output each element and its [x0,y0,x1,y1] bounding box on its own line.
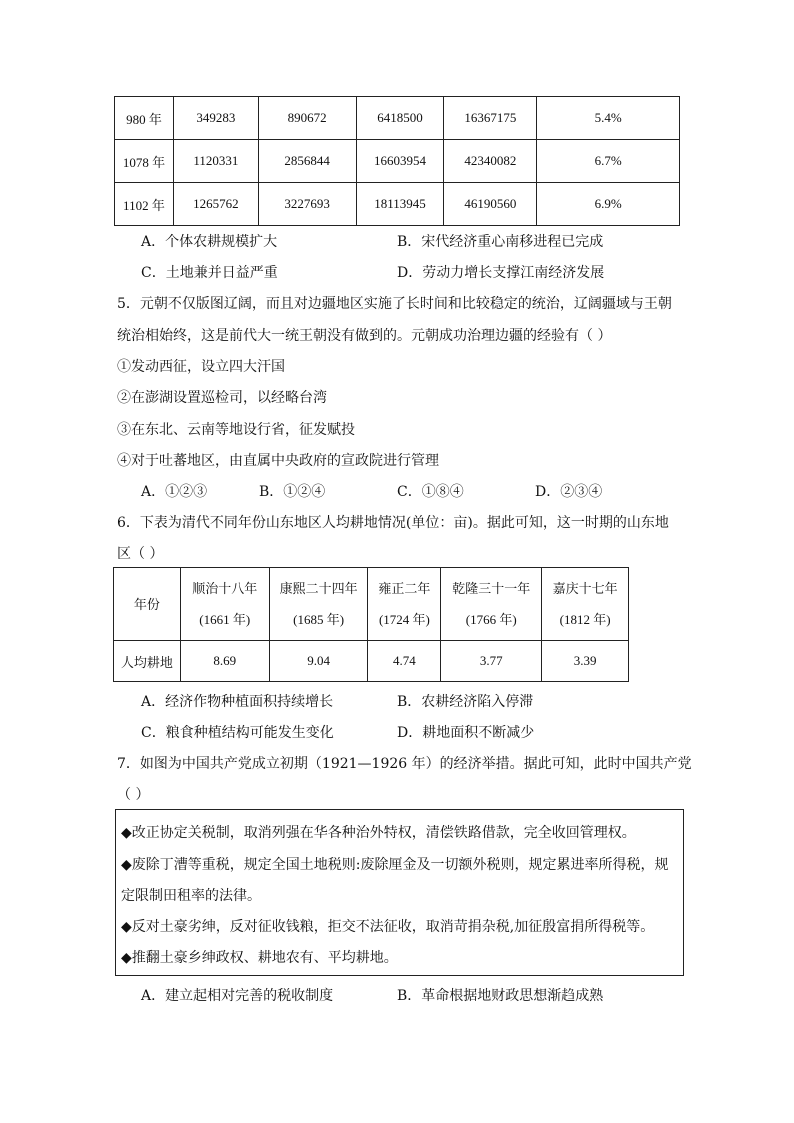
table-header-label: 年份 [114,568,181,641]
q5-option-d[interactable]: D．②③④ [535,484,603,500]
table-cell: 16367175 [444,97,537,140]
table-cell: 8.69 [180,641,269,682]
table-cell: 3.77 [441,641,542,682]
q6-stem-line-1: 6．下表为清代不同年份山东地区人均耕地情况(单位：亩)。据此可知，这一时期的山东地 [117,515,669,531]
table-2 [113,567,629,682]
table-row [114,641,629,682]
q5-option-c[interactable]: C．①⑧④ [397,484,464,500]
table-1 [114,96,680,226]
q7-stem-line-1: 7．如图为中国共产党成立初期（1921—1926 年）的经济举措。据此可知，此时中国共产党 [117,756,692,772]
q5-item-2: ②在澎湖设置巡检司，以经略台湾 [117,390,327,406]
table-header-cell [368,568,441,641]
header-reign: 康熙二十四年 [279,581,358,596]
q5-option-b[interactable]: B．①②④ [259,484,326,500]
table-cell: 9.04 [269,641,368,682]
table-cell: 4.74 [368,641,441,682]
q5-stem-line-2: 统治相始终，这是前代大一统王朝没有做到的。元朝成功治理边疆的经验有（ ） [117,328,612,344]
table-header-cell [542,568,629,641]
q4-option-b[interactable]: B．宋代经济重心南移进程已完成 [397,234,604,250]
header-year: (1812 年) [559,612,611,627]
table-cell: 1078 年 [115,140,174,183]
header-reign: 嘉庆十七年 [552,581,618,596]
header-reign: 顺治十八年 [192,581,258,596]
q6-option-b[interactable]: B．农耕经济陷入停滞 [397,694,534,710]
q4-option-d[interactable]: D．劳动力增长支撑江南经济发展 [397,265,605,281]
q4-option-a[interactable]: A．个体农耕规模扩大 [141,234,278,250]
table-cell: 6418500 [356,97,444,140]
q6-option-d[interactable]: D．耕地面积不断减少 [397,725,535,741]
q5-item-4: ④对于吐蕃地区，由直属中央政府的宣政院进行管理 [117,453,439,469]
q5-stem-line-1: 5．元朝不仅版图辽阔，而且对边疆地区实施了长时间和比较稳定的统治，辽阔疆域与王朝 [117,296,672,312]
table-cell: 3.39 [542,641,629,682]
table-cell: 18113945 [356,183,444,226]
q7-option-a[interactable]: A．建立起相对完善的税收制度 [141,988,334,1004]
q5-item-3: ③在东北、云南等地设行省，征发赋投 [117,422,355,438]
table-cell: 6.9% [537,183,680,226]
table-cell: 1120331 [173,140,258,183]
table-cell: 980 年 [115,97,174,140]
q5-option-a[interactable]: A．①②③ [141,484,208,500]
material-line: ◆推翻土豪乡绅政权、耕地农有、平均耕地。 [121,950,398,966]
table-header-row [114,568,629,641]
header-year: (1766 年) [465,612,517,627]
header-year: (1661 年) [199,612,251,627]
table-header-cell [180,568,269,641]
table-header-cell [441,568,542,641]
q4-option-c[interactable]: C．土地兼并日益严重 [141,265,278,281]
q7-stem-line-2: （ ） [117,787,150,803]
table-cell: 16603954 [356,140,444,183]
table-row [115,140,680,183]
header-reign: 乾隆三十一年 [452,581,531,596]
table-cell: 3227693 [258,183,356,226]
q7-material-box [115,809,684,976]
q5-item-1: ①发动西征，设立四大汗国 [117,359,285,375]
q6-stem-line-2: 区（ ） [117,546,164,562]
table-cell: 2856844 [258,140,356,183]
table-row-label: 人均耕地 [114,641,181,682]
material-line: ◆废除丁漕等重税，规定全国土地税则:废除厘金及一切额外税则，规定累进率所得税，规 [121,857,669,873]
header-year: (1685 年) [293,612,345,627]
q6-option-a[interactable]: A．经济作物种植面积持续增长 [141,694,334,710]
material-line: ◆改正协定关税制，取消列强在华各种治外特权，清偿铁路借款，完全收回管理权。 [121,825,636,841]
material-line: ◆反对土豪劣绅，反对征收钱粮，拒交不法征收，取消苛捐杂税,加征殷富捐所得税等。 [121,919,655,935]
material-line: 定限制田租率的法律。 [121,888,261,904]
table-header-cell [269,568,368,641]
q7-option-b[interactable]: B．革命根据地财政思想渐趋成熟 [397,988,604,1004]
table-cell: 349283 [173,97,258,140]
table-cell: 5.4% [537,97,680,140]
table-row [115,183,680,226]
q6-option-c[interactable]: C．粮食种植结构可能发生变化 [141,725,334,741]
table-row [115,97,680,140]
table-cell: 1265762 [173,183,258,226]
table-cell: 890672 [258,97,356,140]
header-year: (1724 年) [378,612,430,627]
table-cell: 6.7% [537,140,680,183]
table-cell: 1102 年 [115,183,174,226]
header-reign: 雍正二年 [378,581,431,596]
table-cell: 42340082 [444,140,537,183]
table-cell: 46190560 [444,183,537,226]
